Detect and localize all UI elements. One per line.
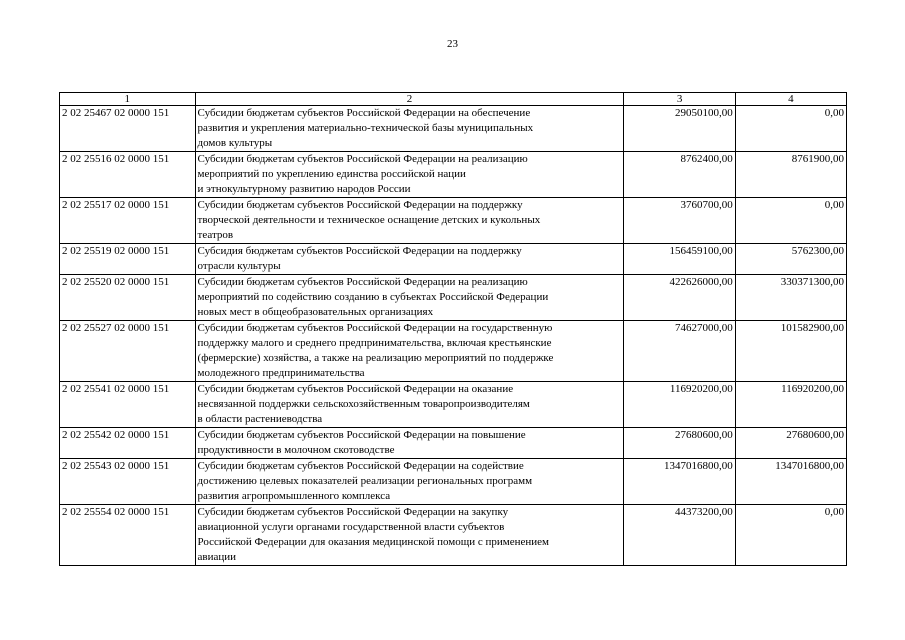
row-description: Субсидии бюджетам субъектов Российской Федерации на повышение продуктивности в молочном скотоводстве	[195, 428, 624, 459]
row-description: Субсидии бюджетам субъектов Российской Федерации на реализацию мероприятий по содействию созданию в субъектах Российской Федерации новых мест в общеобразовательных организациях	[195, 275, 624, 321]
row-amount-col4: 27680600,00	[735, 428, 846, 459]
row-amount-col3: 1347016800,00	[624, 459, 735, 505]
row-amount-col4: 0,00	[735, 505, 846, 566]
row-code: 2 02 25517 02 0000 151	[60, 198, 196, 244]
row-description: Субсидии бюджетам субъектов Российской Федерации на поддержку творческой деятельности и техническое оснащение детских и кукольных театров	[195, 198, 624, 244]
row-amount-col4: 1347016800,00	[735, 459, 846, 505]
header-col-1: 1	[60, 93, 196, 106]
row-code: 2 02 25527 02 0000 151	[60, 321, 196, 382]
row-description: Субсидии бюджетам субъектов Российской Федерации на оказание несвязанной поддержки сельскохозяйственным товаропроизводителям в области растениеводства	[195, 382, 624, 428]
row-code: 2 02 25543 02 0000 151	[60, 459, 196, 505]
table-header	[60, 93, 847, 106]
row-code: 2 02 25541 02 0000 151	[60, 382, 196, 428]
row-description: Субсидии бюджетам субъектов Российской Федерации на содействие достижению целевых показателей реализации региональных программ развития агропромышленного комплекса	[195, 459, 624, 505]
row-code: 2 02 25554 02 0000 151	[60, 505, 196, 566]
table-body	[60, 106, 847, 566]
row-amount-col3: 3760700,00	[624, 198, 735, 244]
header-col-2: 2	[195, 93, 624, 106]
row-code: 2 02 25519 02 0000 151	[60, 244, 196, 275]
row-code: 2 02 25516 02 0000 151	[60, 152, 196, 198]
row-amount-col3: 116920200,00	[624, 382, 735, 428]
page-number: 23	[447, 38, 458, 50]
row-code: 2 02 25520 02 0000 151	[60, 275, 196, 321]
row-description: Субсидии бюджетам субъектов Российской Федерации на обеспечение развития и укрепления материально-технической базы муниципальных домов культуры	[195, 106, 624, 152]
table-row	[60, 382, 847, 428]
row-amount-col3: 74627000,00	[624, 321, 735, 382]
row-amount-col3: 29050100,00	[624, 106, 735, 152]
table-row	[60, 428, 847, 459]
row-amount-col3: 44373200,00	[624, 505, 735, 566]
table-row	[60, 275, 847, 321]
row-description: Субсидия бюджетам субъектов Российской Федерации на поддержку отрасли культуры	[195, 244, 624, 275]
table-row	[60, 505, 847, 566]
row-amount-col4: 0,00	[735, 198, 846, 244]
row-amount-col3: 8762400,00	[624, 152, 735, 198]
table-row	[60, 321, 847, 382]
row-amount-col3: 422626000,00	[624, 275, 735, 321]
row-amount-col4: 5762300,00	[735, 244, 846, 275]
row-amount-col4: 116920200,00	[735, 382, 846, 428]
table-row	[60, 152, 847, 198]
row-code: 2 02 25542 02 0000 151	[60, 428, 196, 459]
header-row	[60, 93, 847, 106]
table-row	[60, 198, 847, 244]
row-description: Субсидии бюджетам субъектов Российской Федерации на закупку авиационной услуги органами государственной власти субъектов Российской Федерации для оказания медицинской помощи с применением авиации	[195, 505, 624, 566]
row-amount-col4: 8761900,00	[735, 152, 846, 198]
budget-table	[59, 92, 847, 566]
row-description: Субсидии бюджетам субъектов Российской Федерации на государственную поддержку малого и среднего предпринимательства, включая крестьянские (фермерские) хозяйства, а также на реализацию мероприятий по поддержке молодежного предпринимательства	[195, 321, 624, 382]
table-row	[60, 459, 847, 505]
table-row	[60, 244, 847, 275]
row-amount-col4: 0,00	[735, 106, 846, 152]
header-col-3: 3	[624, 93, 735, 106]
table-row	[60, 106, 847, 152]
row-amount-col3: 156459100,00	[624, 244, 735, 275]
row-amount-col4: 101582900,00	[735, 321, 846, 382]
row-code: 2 02 25467 02 0000 151	[60, 106, 196, 152]
row-amount-col3: 27680600,00	[624, 428, 735, 459]
header-col-4: 4	[735, 93, 846, 106]
row-description: Субсидии бюджетам субъектов Российской Федерации на реализацию мероприятий по укреплению единства российской нации и этнокультурному развитию народов России	[195, 152, 624, 198]
row-amount-col4: 330371300,00	[735, 275, 846, 321]
